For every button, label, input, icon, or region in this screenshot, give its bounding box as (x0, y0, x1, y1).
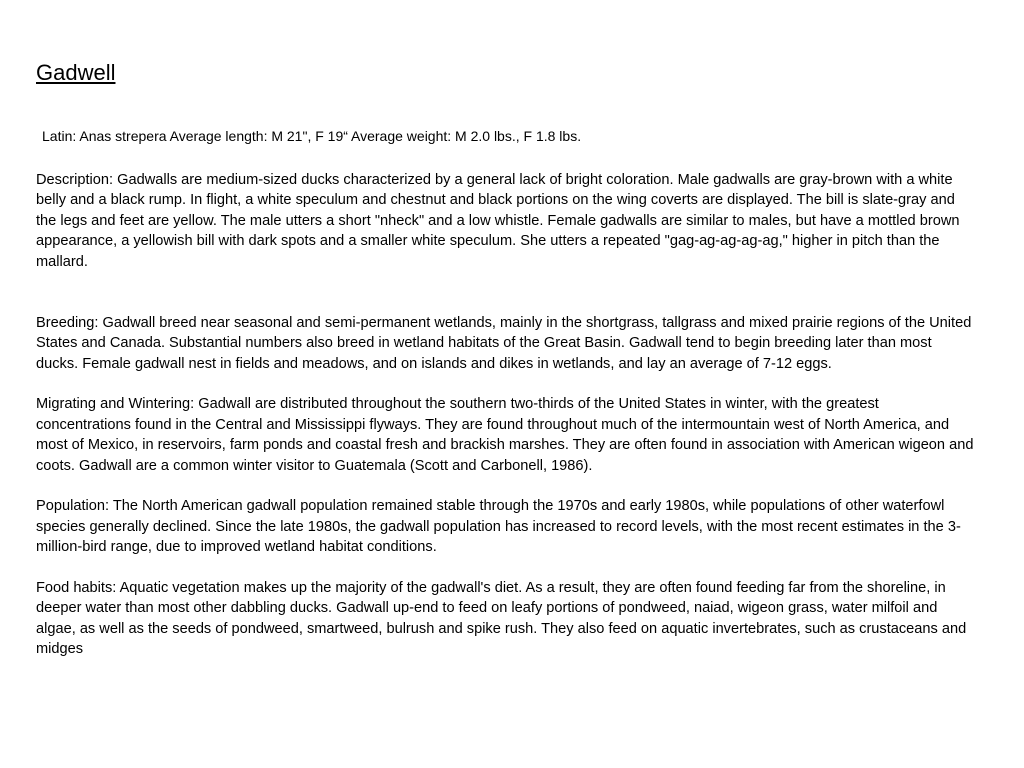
page-title: Gadwell (36, 60, 116, 85)
paragraph-spacer (36, 476, 976, 496)
paragraph-spacer (36, 558, 976, 578)
latin-info-line: Latin: Anas strepera Average length: M 21", F 19“ Average weight: M 2.0 lbs., F 1.8 lbs. (42, 128, 582, 144)
description-paragraph: Description: Gadwalls are medium-sized ducks characterized by a general lack of bright coloration. Male gadwalls are gray-brown with a white belly and a black rump. In flight, a white speculum and chestnut and black portions on the wing coverts are displayed. The bill is slate-gray and the legs and feet are yellow. The male utters a short "nheck" and a low whistle. Female gadwalls are similar to males, but have a mottled brown appearance, a yellowish bill with dark spots and a smaller white speculum. She utters a repeated "gag-ag-ag-ag-ag," higher in pitch than the mallard. (36, 172, 960, 270)
migrating-paragraph: Migrating and Wintering: Gadwall are distributed throughout the southern two-thirds of the United States in winter, with the greatest concentrations found in the Central and Mississippi flyways. They are found throughout much of the intermountain west of North America, and most of Mexico, in reservoirs, farm ponds and coastal fresh and brackish marshes. They are often found in association with American wigeon and coots. Gadwall are a common winter visitor to Guatemala (Scott and Carbonell, 1986). (36, 396, 974, 474)
population-paragraph: Population: The North American gadwall population remained stable through the 1970s and early 1980s, while populations of other waterfowl species generally declined. Since the late 1980s, the gadwall population has increased to record levels, with the most recent estimates in the 3-million-bird range, due to improved wetland habitat conditions. (36, 498, 961, 556)
paragraph-spacer (36, 374, 976, 394)
document-body (36, 170, 976, 660)
food-habits-paragraph: Food habits: Aquatic vegetation makes up the majority of the gadwall's diet. As a result, they are often found feeding far from the shoreline, in deeper water than most other dabbling ducks. Gadwall up-end to feed on leafy portions of pondweed, naiad, wigeon grass, water milfoil and algae, as well as the seeds of pondweed, smartweed, bulrush and spike rush. They also feed on aquatic invertebrates, such as crustaceans and midges (36, 580, 967, 658)
paragraph-spacer (36, 272, 976, 313)
breeding-paragraph: Breeding: Gadwall breed near seasonal and semi-permanent wetlands, mainly in the shortgrass, tallgrass and mixed prairie regions of the United States and Canada. Substantial numbers also breed in wetland habitats of the Great Basin. Gadwall tend to begin breeding later than most ducks. Female gadwall nest in fields and meadows, and on islands and dikes in wetlands, and lay an average of 7-12 eggs. (36, 314, 972, 372)
